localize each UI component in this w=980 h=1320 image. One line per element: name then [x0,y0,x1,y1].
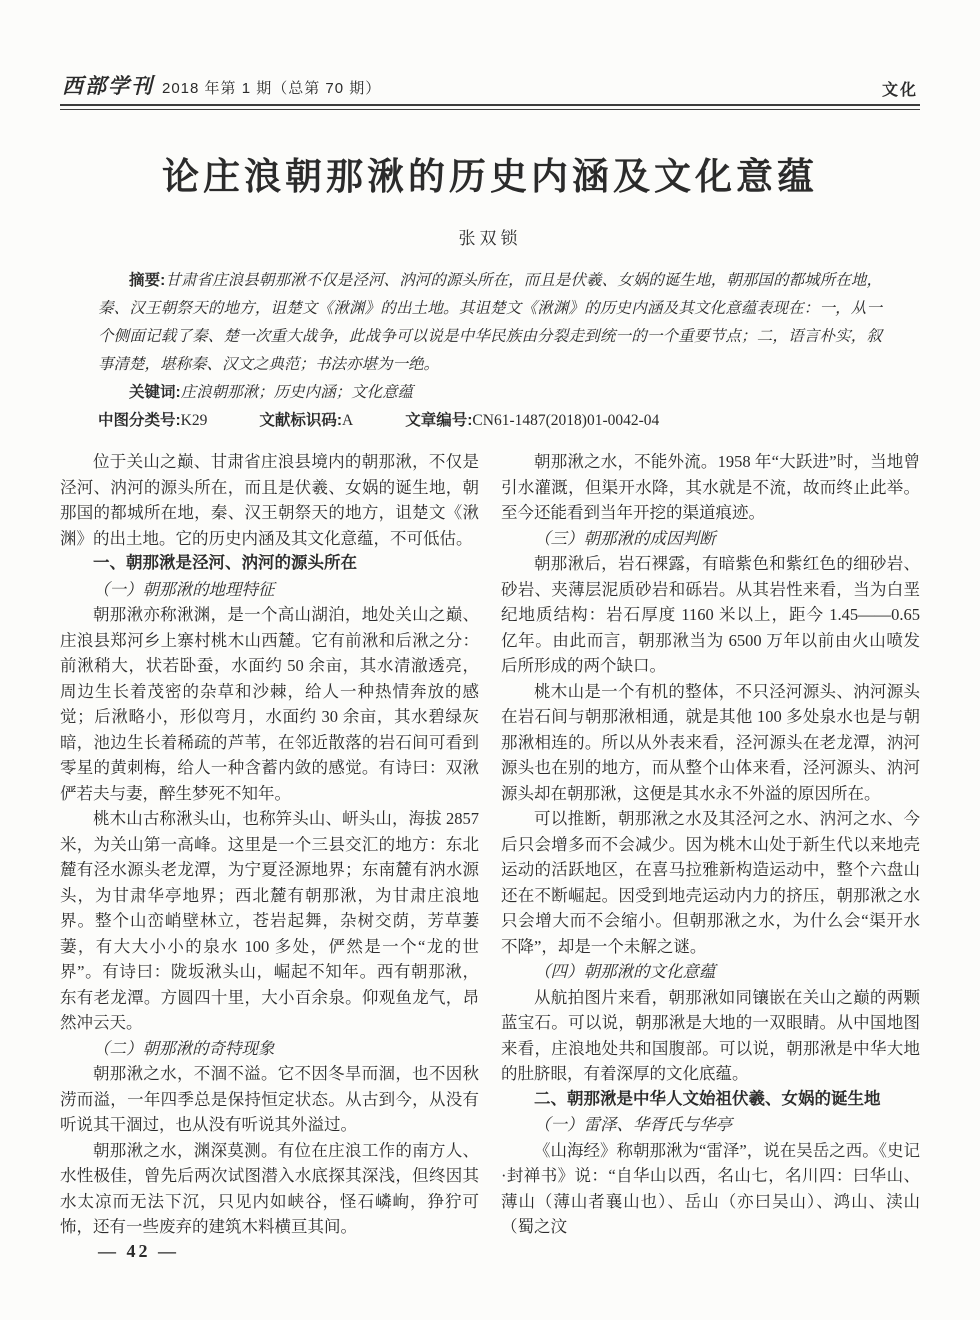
right-column [501,449,920,1240]
journal-header [60,70,920,104]
sub-heading: （四）朝那湫的文化意蕴 [534,962,716,982]
keywords-text: 庄浪朝那湫；历史内涵；文化意蕴 [180,384,414,402]
abstract-label: 摘要: [129,272,166,290]
paragraph: 朝那湫后，岩石裸露，有暗紫色和紫红色的细砂岩、砂岩、夹薄层泥质砂岩和砾岩。从其岩性来看，当为白垩纪地质结构：岩石厚度 1160 米以上，距今 1.45——0.65 亿年。由此而言，朝那湫当为 6500 万年以前由火山喷发后所形成的两个缺口。 [501,554,920,676]
article-author: 张双锁 [458,229,522,249]
keywords-paragraph [98,379,882,407]
doc-code-label: 文献标识码: [259,412,343,430]
section-heading: 一、朝那湫是泾河、汭河的源头所在 [93,554,357,573]
left-column [60,449,479,1240]
paragraph: 从航拍图片来看，朝那湫如同镶嵌在关山之巅的两颗蓝宝石。可以说，朝那湫是大地的一双眼睛。从中国地图来看，庄浪地处共和国腹部。可以说，朝那湫是中华大地的肚脐眼，有着深厚的文化底蕴。 [501,987,920,1084]
article-title: 论庄浪朝那湫的历史内涵及文化意蕴 [162,157,818,198]
clc-group [98,407,207,435]
clc-label: 中图分类号: [98,412,181,430]
journal-issue: 2018 年第 1 期（总第 70 期） [162,80,382,97]
sub-heading: （三）朝那湫的成因判断 [534,528,716,548]
clc-value: K29 [180,412,208,430]
section-heading: 二、朝那湫是中华人文始祖伏羲、女娲的诞生地 [534,1089,881,1108]
journal-logo: 西部学刊 [62,73,154,98]
paragraph: 朝那湫亦称湫渊，是一个高山湖泊，地处关山之巅、庄浪县郑河乡上寨村桃木山西麓。它有前湫和后湫之分：前湫稍大，状若卧蚕，水面约 50 余亩，其水清澈透亮，周边生长着茂密的杂草和沙棘，给人一种热情奔放的感觉；后湫略小，形似弯月，水面约 30 余亩，其水碧绿灰暗，池边生长着稀疏的芦苇，在邻近散落的岩石间可看到零星的黄刺梅，给人一种含蓄内敛的感觉。有诗曰：双湫俨若夫与妻，醉生梦死不知年。 [60,605,479,803]
paragraph: 朝那湫之水，渊深莫测。有位在庄浪工作的南方人、水性极佳，曾先后两次试图潜入水底探其深浅，但终因其水太凉而无法下沉，只见内如峡谷，怪石嶙峋，狰狞可怖，还有一些废弃的建筑木料横亘其间。 [60,1140,479,1237]
article-id-group [405,407,659,435]
abstract-paragraph [98,267,882,379]
article-id-label: 文章编号: [405,412,473,430]
keywords-label: 关键词: [129,384,181,402]
paragraph: 可以推断，朝那湫之水及其泾河之水、汭河之水、今后只会增多而不会减少。因为桃木山处于新生代以来地壳运动的活跃地区，在喜马拉雅新构造运动中，整个六盘山还在不断崛起。因受到地壳运动内力的挤压，朝那湫之水只会增大而不会缩小。但朝那湫之水，为什么会“渠开水不降”，却是一个未解之谜。 [501,809,920,956]
paragraph: 位于关山之巅、甘肃省庄浪县境内的朝那湫，不仅是泾河、汭河的源头所在，而且是伏羲、女娲的诞生地，朝那国的都城所在地，秦、汉王朝祭天的地方，诅楚文《湫渊》的出土地。它的历史内涵及其文化意蕴，不可低估。 [60,452,479,548]
abstract-text: 甘肃省庄浪县朝那湫不仅是泾河、汭河的源头所在，而且是伏羲、女娲的诞生地，朝那国的都城所在地，秦、汉王朝祭天的地方，诅楚文《湫渊》的出土地。其诅楚文《湫渊》的历史内涵及其文化意蕴表现在：一，从一个侧面记载了秦、楚一次重大战争，此战争可以说是中华民族由分裂走到统一的一个重要节点；二，语言朴实，叙事清楚，堪称秦、汉文之典范；书法亦堪为一绝。 [98,272,882,374]
section-label: 文化 [881,82,918,99]
page-number: — 42 — [98,1241,179,1261]
paragraph: 桃木山是一个有机的整体，不只泾河源头、汭河源头在岩石间与朝那湫相通，就是其他 100 多处泉水也是与朝那湫相连的。所以从外表来看，泾河源头在老龙潭，汭河源头也在别的地方，而从整个山体来看，泾河源头、汭河源头却在朝那湫，这便是其水永不外溢的原因所在。 [501,681,920,803]
journal-header-right [882,77,918,100]
article-meta [98,267,882,435]
journal-header-left [62,70,381,100]
paragraph: 《山海经》称朝那湫为“雷泽”，说在吴岳之西。《史记·封禅书》说：“自华山以西，名山七，名川四：曰华山、薄山（薄山者襄山也）、岳山（亦曰吴山）、鸿山、渎山（蜀之汶 [501,1140,920,1237]
article-body [60,449,920,1240]
paragraph: 桃木山古称湫头山，也称笄头山、岍头山，海拔 2857 米，为关山第一高峰。这里是一个三县交汇的地方：东北麓有泾水源头老龙潭，为宁夏泾源地界；东南麓有汭水源头，为甘肃华亭地界；西北麓有朝那湫，为甘肃庄浪地界。整个山峦峭壁林立，苍岩起舞，杂树交荫，芳草萋萋，有大大小小的泉水 100 多处，俨然是一个“龙的世界”。有诗曰：陇坂湫头山，崛起不知年。西有朝那湫，东有老龙潭。方圆四十里，大小百余泉。仰观鱼龙气，昂然冲云天。 [60,809,479,1033]
classification-row [98,407,882,435]
sub-heading: （二）朝那湫的奇特现象 [93,1038,275,1058]
paragraph: 朝那湫之水，不能外流。1958 年“大跃进”时，当地曾引水灌溉，但渠开水降，其水就是不流，故而终止此举。至今还能看到当年开挖的渠道痕迹。 [501,452,920,523]
doc-code-group [259,407,353,435]
article-id-value: CN61-1487(2018)01-0042-04 [472,412,660,430]
header-divider [60,104,920,110]
paragraph: 朝那湫之水，不涸不溢。它不因冬旱而涸，也不因秋涝而溢，一年四季总是保持恒定状态。从古到今，从没有听说其干涸过，也从没有听说其外溢过。 [60,1064,479,1135]
doc-code-value: A [342,412,354,430]
sub-heading: （一）朝那湫的地理特征 [93,579,275,599]
sub-heading: （一）雷泽、华胥氏与华亭 [534,1115,732,1135]
